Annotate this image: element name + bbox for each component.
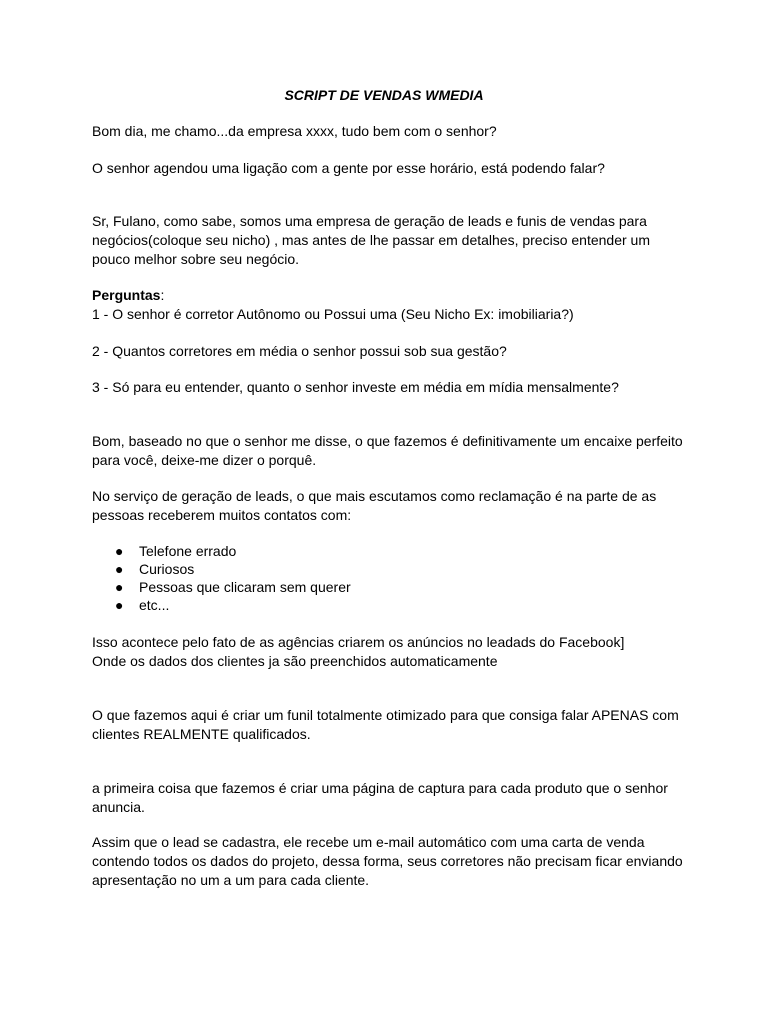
list-item-label: Pessoas que clicaram sem querer — [139, 579, 351, 595]
questions-colon: : — [160, 287, 165, 303]
complaints-list — [92, 542, 351, 614]
bullet-icon: ● — [115, 561, 124, 577]
list-item-label: Telefone errado — [139, 543, 237, 559]
document-title: SCRIPT DE VENDAS WMEDIA — [284, 87, 484, 103]
list-item-label: etc... — [139, 597, 170, 613]
email-paragraph: Assim que o lead se cadastra, ele recebe um e-mail automático com uma carta de venda contendo todos os dados do projeto, dessa forma, seus corretores não precisam ficar enviando apresentação no um a um para cada cliente. — [92, 834, 683, 888]
list-item-label: Curiosos — [139, 561, 195, 577]
list-item — [92, 578, 351, 596]
first-step-paragraph: a primeira coisa que fazemos é criar uma página de captura para cada produto que o senhor anuncia. — [92, 780, 668, 815]
list-item — [92, 542, 351, 560]
scheduled-call-paragraph: O senhor agendou uma ligação com a gente por esse horário, está podendo falar? — [92, 160, 605, 176]
list-item — [92, 596, 351, 614]
bullet-icon: ● — [115, 579, 124, 595]
fit-paragraph: Bom, baseado no que o senhor me disse, o que fazemos é definitivamente um encaixe perfeito para você, deixe-me dizer o porquê. — [92, 433, 683, 468]
greeting-paragraph: Bom dia, me chamo...da empresa xxxx, tudo bem com o senhor? — [92, 123, 497, 139]
list-item — [92, 560, 351, 578]
solution-paragraph: O que fazemos aqui é criar um funil totalmente otimizado para que consiga falar APENAS com clientes REALMENTE qualificados. — [92, 707, 679, 742]
question-1: 1 - O senhor é corretor Autônomo ou Possui uma (Seu Nicho Ex: imobiliaria?) — [92, 306, 574, 322]
question-2: 2 - Quantos corretores em média o senhor possui sob sua gestão? — [92, 343, 507, 359]
complaints-paragraph: No serviço de geração de leads, o que mais escutamos como reclamação é na parte de as pessoas receberem muitos contatos com: — [92, 488, 657, 523]
cause-line-2: Onde os dados dos clientes ja são preenchidos automaticamente — [92, 653, 498, 669]
bullet-icon: ● — [115, 543, 124, 559]
intro-paragraph: Sr, Fulano, como sabe, somos uma empresa de geração de leads e funis de vendas para negócios(coloque seu nicho) , mas antes de lhe passar em detalhes, preciso entender um pouco melhor sobre seu negócio. — [92, 213, 650, 267]
cause-line-1: Isso acontece pelo fato de as agências criarem os anúncios no leadads do Facebook] — [92, 634, 625, 650]
question-3: 3 - Só para eu entender, quanto o senhor investe em média em mídia mensalmente? — [92, 379, 619, 395]
questions-heading — [92, 286, 692, 305]
questions-label: Perguntas — [92, 287, 161, 303]
bullet-icon: ● — [115, 597, 124, 613]
